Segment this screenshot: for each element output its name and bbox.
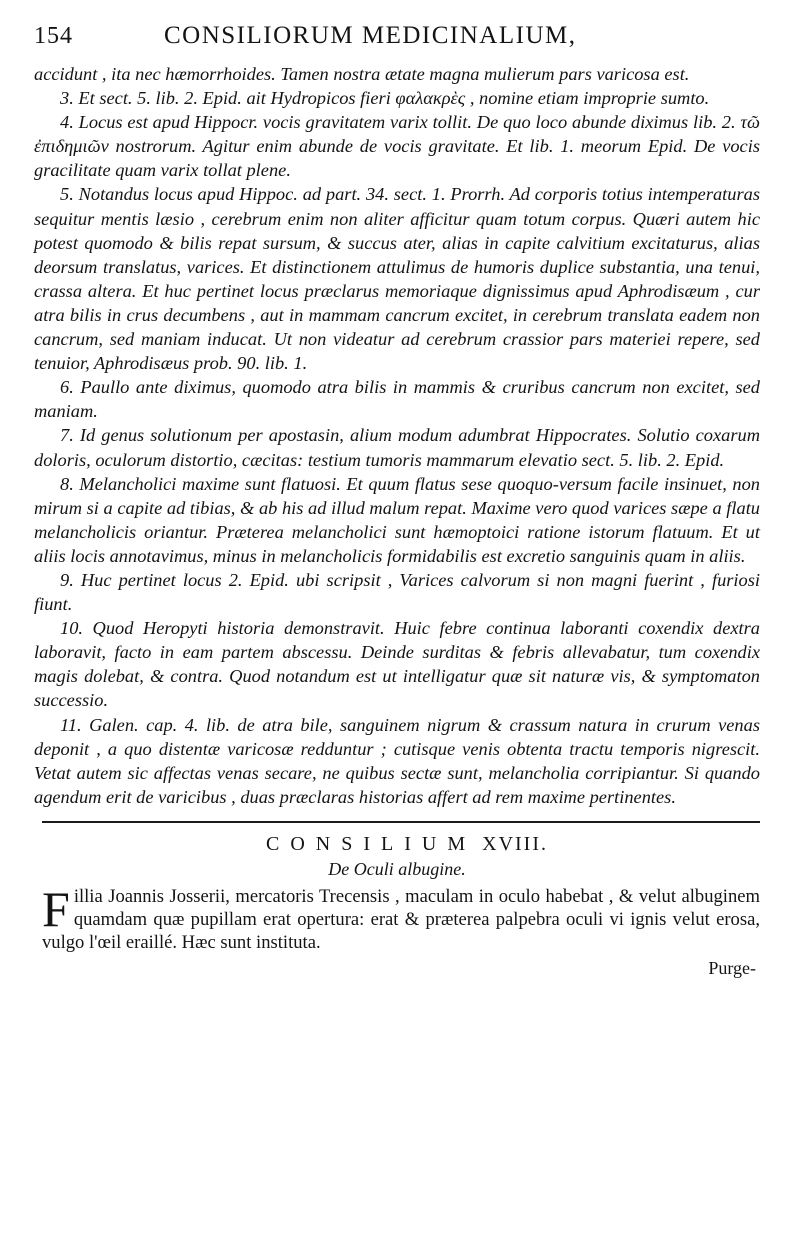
consilium-number: XVIII. (482, 832, 548, 855)
consilium-subtitle: De Oculi albugine. (328, 858, 466, 879)
note-6: 6. Paullo ante diximus, quomodo atra bilis in mammis & cruribus cancrum non excitet, sed maniam. (34, 377, 760, 422)
running-title: CONSILIORUM MEDICINALIUM, (164, 22, 577, 49)
note-5: 5. Notandus locus apud Hippoc. ad part. 34. sect. 1. Prorrh. Ad corporis totius intemperaturas sequitur mentis læsio , cerebrum enim non aliter afficitur quam totum corpus. Quæri autem hic potest quomodo & bilis repat sursum, & succus ater, alias in capite calvitium excitaturus, alias deorsum translatus, varices. Et distinctionem attulimus de humoris duplice substantia, una tenui, crassa altera. Et huc pertinet locus præclarus memoriaque dignissimus apud Aphrodisæum , cur atra bilis in crus decumbens , aut in mammam cancrum excitet, in cerebrum translata eadem non cancrum, sed maniam inducat. Ut non videatur ad cerebrum crassior pars materiei repere, sed tenuior, Aphrodisæus prob. 90. lib. 1. (34, 184, 760, 374)
section-divider (42, 821, 760, 823)
note-7: 7. Id genus solutionum per apostasin, alium modum adumbrat Hippocrates. Solutio coxarum doloris, oculorum distortio, cæcitas: testium tumoris mammarum elevatio sect. 5. lib. 2. Epid. (34, 425, 760, 470)
drop-cap: F (42, 880, 70, 937)
consilium-heading (54, 831, 760, 857)
consilium-body (42, 880, 760, 954)
note-4: 4. Locus est apud Hippocr. vocis gravitatem varix tollit. De quo loco abunde diximus lib. 2. τῶ ἐπιδημιῶν nostrorum. Agitur enim abunde de vocis gravitate. Et lib. 1. meorum Epid. De vocis gracilitate quam varix tollat plene. (34, 112, 760, 181)
running-head (34, 22, 760, 56)
consilium-text: illia Joannis Josserii, mercatoris Trecensis , maculam in oculo habebat , & velut albuginem quamdam quæ pupillam erat opertura: erat & præterea palpebra oculi vi ignis velut erosa, vulgo l'œil eraillé. Hæc sunt instituta. (42, 885, 760, 953)
note-10: 10. Quod Heropyti historia demonstravit. Huic febre continua laboranti coxendix dextra laboravit, facto in eam partem abscessu. Deinde surditas & febris allevabatur, tum coxendix magis dolebat, & contra. Quod notandum est ut intelligatur quæ sit naturæ vis, & symptomaton successio. (34, 618, 760, 711)
consilium-label: CONSILIUM (266, 832, 477, 855)
notes-section (34, 62, 760, 809)
note-8: 8. Melancholici maxime sunt flatuosi. Et quum flatus sese quoquo-versum facile insinuet, non mirum si a capite ad tibias, & ab his ad illud malum repat. Maxime vero quod varices sæpe a flatu melancholicis oriantur. Præterea melancholici sunt hæmoptoici ratione istorum flatuum. Et ut aliis locis annotavimus, minus in melancholicis formidabilis est excretio sanguinis quam in aliis. (34, 473, 760, 566)
page-number: 154 (34, 23, 73, 49)
note-3: 3. Et sect. 5. lib. 2. Epid. ait Hydropicos fieri φαλακρὲς , nomine etiam improprie sumto. (60, 88, 710, 109)
note-continuation: accidunt , ita nec hæmorrhoides. Tamen nostra ætate magna mulierum pars varicosa est. (34, 64, 690, 84)
note-11: 11. Galen. cap. 4. lib. de atra bile, sanguinem nigrum & crassum natura in crurum venas deponit , a quo distentæ varicosæ redduntur ; cutisque venis obtenta tractu temporis nigrescit. Vetat autem sic affectas venas secare, ne quibus sectæ sunt, melancholia corripiantur. Si quando agendum erit de varicibus , duas præclaras historias affert ad rem maxime pertinentes. (34, 714, 760, 807)
catchword: Purge- (708, 957, 756, 978)
note-9: 9. Huc pertinet locus 2. Epid. ubi scripsit , Varices calvorum si non magni fuerint , furiosi fiunt. (34, 569, 760, 615)
